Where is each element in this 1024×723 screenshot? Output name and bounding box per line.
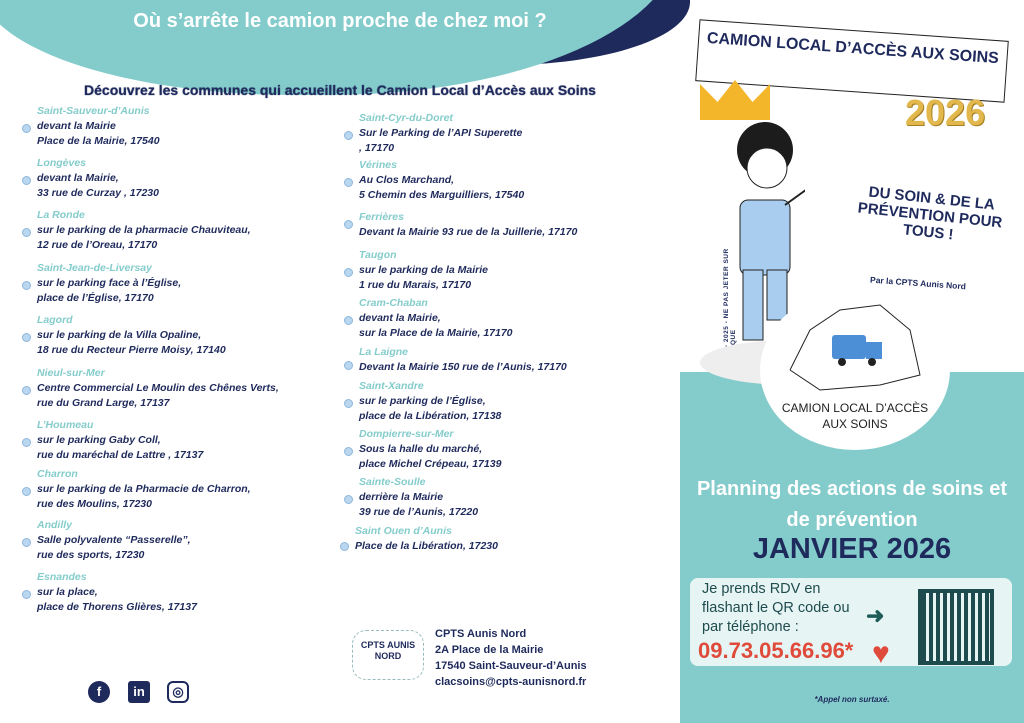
stop-town: Lagord: [37, 314, 73, 326]
stop-line: place de Thorens Glières, 17137: [37, 601, 197, 613]
stop-line: 18 rue du Recteur Pierre Moisy, 17140: [37, 344, 226, 356]
footnote: *Appel non surtaxé.: [814, 695, 890, 704]
stop-line: Salle polyvalente “Passerelle”,: [37, 534, 191, 546]
stop-line: , 17170: [359, 142, 395, 154]
bullet-dot: [344, 268, 353, 277]
stop-entry: [37, 518, 191, 563]
stop-entry: [37, 418, 203, 463]
truck-logo-name: CAMION LOCAL D’ACCÈS AUX SOINS: [781, 401, 929, 431]
stop-line: sur la Place de la Mairie, 17170: [359, 327, 513, 339]
stop-line: place de la Libération, 17138: [359, 410, 502, 422]
stop-line: Place de la Mairie, 17540: [37, 135, 160, 147]
bullet-dot: [22, 487, 31, 496]
facebook-icon[interactable]: f: [88, 681, 110, 703]
stop-town: Cram-Chaban: [359, 297, 428, 309]
contact-block: [435, 626, 587, 690]
planning-month: JANVIER 2026: [752, 533, 952, 565]
stop-town: Dompierre-sur-Mer: [359, 428, 454, 440]
bullet-dot: [22, 176, 31, 185]
stop-entry: [37, 208, 251, 253]
qr-code[interactable]: [918, 589, 994, 665]
heart-icon: ♥: [872, 637, 890, 670]
stop-line: sur le parking de l’Église,: [359, 395, 486, 407]
stop-entry: [359, 296, 513, 341]
stop-town: Esnandes: [37, 571, 87, 583]
cover-slogan: DU SOIN & DE LA PRÉVENTION POUR TOUS !: [856, 183, 1004, 244]
bullet-dot: [22, 386, 31, 395]
stop-town: L’Houmeau: [37, 419, 94, 431]
stop-town: Saint-Sauveur-d’Aunis: [37, 105, 150, 117]
stop-entry: [359, 210, 577, 240]
stop-line: place de l’Église, 17170: [37, 292, 154, 304]
stop-line: sur le parking de la Mairie: [359, 264, 488, 276]
stop-line: derrière la Mairie: [359, 491, 444, 503]
stop-line: 5 Chemin des Marguilliers, 17540: [359, 189, 525, 201]
contact-address: 2A Place de la Mairie: [435, 644, 544, 656]
stop-line: devant la Mairie: [37, 120, 116, 132]
crown-icon: [700, 80, 770, 120]
stop-town: Longèves: [37, 157, 87, 169]
page-subtitle: Découvrez les communes qui accueillent le Camion Local d’Accès aux Soins: [84, 82, 596, 98]
page-title: Où s’arrête le camion proche de chez moi ?: [133, 10, 547, 32]
cpts-logo: CPTS AUNIS NORD: [352, 630, 424, 680]
stop-entry: [37, 467, 251, 512]
phone-number[interactable]: 09.73.05.66.96*: [698, 638, 854, 663]
stop-town: Saint Ouen d’Aunis: [355, 525, 452, 537]
stop-entry: [359, 158, 524, 203]
bullet-dot: [22, 590, 31, 599]
bullet-dot: [22, 124, 31, 133]
bullet-dot: [344, 220, 353, 229]
stop-line: rue des Moulins, 17230: [37, 498, 152, 510]
stop-town: Saint-Cyr-du-Doret: [359, 112, 453, 124]
bullet-dot: [344, 447, 353, 456]
stop-line: place Michel Crépeau, 17139: [359, 458, 502, 470]
stop-entry: [359, 475, 478, 520]
stop-town: Andilly: [37, 519, 73, 531]
appointment-text: Je prends RDV en flashant le QR code ou par téléphone :: [702, 581, 850, 635]
bullet-dot: [22, 228, 31, 237]
stop-line: Place de la Libération, 17230: [355, 540, 498, 552]
bullet-dot: [22, 538, 31, 547]
stop-line: rue du Grand Large, 17137: [37, 397, 170, 409]
stop-town: Charron: [37, 468, 78, 480]
stop-line: sur le parking de la pharmacie Chauviteau,: [37, 224, 251, 236]
stop-line: 12 rue de l’Oreau, 17170: [37, 239, 158, 251]
bullet-dot: [344, 495, 353, 504]
instagram-icon[interactable]: ◎: [167, 681, 189, 703]
stop-line: Devant la Mairie 150 rue de l’Aunis, 17170: [359, 361, 567, 373]
stop-line: Devant la Mairie 93 rue de la Juillerie, 17170: [359, 226, 578, 238]
stop-entry: [359, 345, 567, 375]
contact-email[interactable]: clacsoins@cpts-aunisnord.fr: [435, 676, 587, 688]
contact-org: CPTS Aunis Nord: [435, 628, 527, 640]
cover-by: Par la CPTS Aunis Nord: [869, 274, 967, 292]
arrow-right-icon: ➜: [866, 603, 885, 628]
stop-line: Au Clos Marchand,: [359, 174, 455, 186]
stop-entry: [355, 524, 498, 554]
stop-line: sur le parking de la Pharmacie de Charron,: [37, 483, 251, 495]
stop-line: Centre Commercial Le Moulin des Chênes Verts,: [37, 382, 279, 394]
stop-entry: [37, 313, 226, 358]
stop-town: Ferrières: [359, 211, 404, 223]
bullet-dot: [344, 361, 353, 370]
stop-town: Vérines: [359, 159, 397, 171]
planning-title: Planning des actions de soins et de prévention: [696, 478, 1008, 531]
stop-line: rue des sports, 17230: [37, 549, 145, 561]
stop-entry: [37, 366, 279, 411]
stop-line: Sous la halle du marché,: [359, 443, 483, 455]
stop-town: Saint-Jean-de-Liversay: [37, 262, 152, 274]
year-balloons: 2026: [905, 92, 986, 133]
stop-entry: [359, 379, 501, 424]
stop-entry: [359, 111, 522, 156]
stop-town: Taugon: [359, 249, 397, 261]
stop-town: La Ronde: [37, 209, 85, 221]
bullet-dot: [344, 316, 353, 325]
stop-entry: [37, 570, 197, 615]
truck-network-icon: [760, 290, 950, 400]
stop-line: 1 rue du Marais, 17170: [359, 279, 472, 291]
bullet-dot: [344, 178, 353, 187]
stop-town: Sainte-Soulle: [359, 476, 426, 488]
bullet-dot: [22, 333, 31, 342]
bullet-dot: [344, 399, 353, 408]
stop-line: 33 rue de Curzay , 17230: [37, 187, 159, 199]
stop-entry: [359, 248, 488, 293]
stop-line: sur le parking de la Villa Opaline,: [37, 329, 202, 341]
bullet-dot: [22, 438, 31, 447]
stop-entry: [37, 156, 159, 201]
cover-banner: CAMION LOCAL D’ACCÈS AUX SOINS: [695, 19, 1009, 102]
stop-line: sur le parking Gaby Coll,: [37, 434, 161, 446]
stop-line: Sur le Parking de l’API Superette: [359, 127, 523, 139]
contact-city: 17540 Saint-Sauveur-d’Aunis: [435, 660, 587, 672]
stop-town: Nieul-sur-Mer: [37, 367, 105, 379]
bullet-dot: [22, 281, 31, 290]
stop-line: sur le parking face à l’Église,: [37, 277, 182, 289]
stop-line: rue du maréchal de Lattre , 17137: [37, 449, 204, 461]
stop-entry: [37, 104, 160, 149]
stop-entry: [359, 427, 501, 472]
stop-entry: [37, 261, 181, 306]
stop-line: devant la Mairie,: [37, 172, 119, 184]
bullet-dot: [340, 542, 349, 551]
stop-line: devant la Mairie,: [359, 312, 441, 324]
stop-line: 39 rue de l’Aunis, 17220: [359, 506, 479, 518]
stop-town: Saint-Xandre: [359, 380, 424, 392]
bullet-dot: [344, 131, 353, 140]
stop-town: La Laigne: [359, 346, 409, 358]
linkedin-icon[interactable]: in: [128, 681, 150, 703]
stop-line: sur la place,: [37, 586, 98, 598]
